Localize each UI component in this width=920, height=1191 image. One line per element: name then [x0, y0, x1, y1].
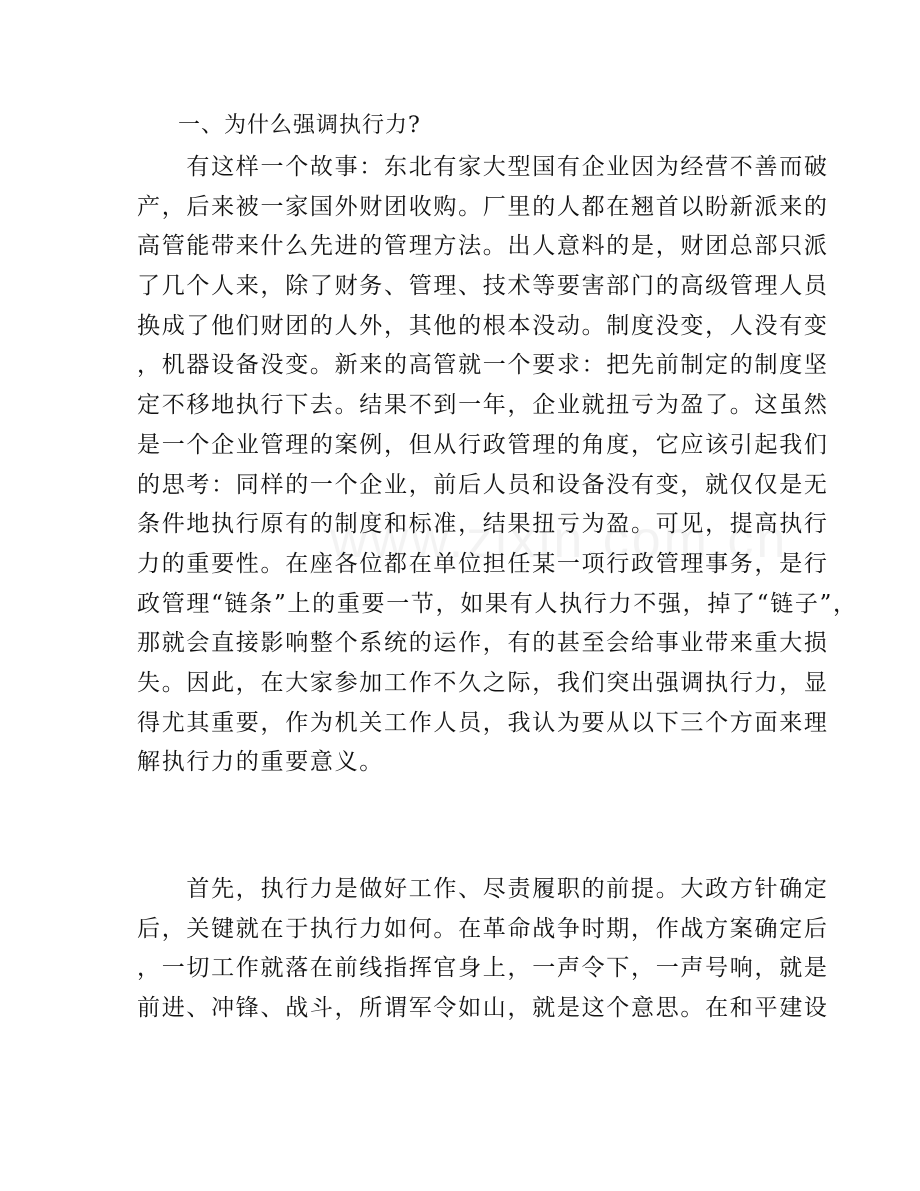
- text-line: 得尤其重要，作为机关工作人员，我认为要从以下三个方面来理: [137, 709, 829, 736]
- text-line: 条件地执行原有的制度和标准，结果扭亏为盈。可见，提高执行: [137, 511, 829, 538]
- text-line: 了几个人来，除了财务、管理、技术等要害部门的高级管理人员: [137, 273, 829, 300]
- text-line: 那就会直接影响整个系统的运作，有的甚至会给事业带来重大损: [137, 630, 829, 657]
- text-line: 力的重要性。在座各位都在单位担任某一项行政管理事务，是行: [137, 550, 829, 577]
- text-line: 解执行力的重要意义。: [137, 749, 384, 776]
- text-line: 后，关键就在于执行力如何。在革命战争时期，作战方案确定后: [137, 915, 829, 942]
- text-line: 的思考：同样的一个企业，前后人员和设备没有变，就仅仅是无: [137, 471, 829, 498]
- paragraph-2: [137, 870, 829, 1029]
- section-heading: 一、为什么强调执行力?: [178, 113, 421, 138]
- text-line: 有这样一个故事：东北有家大型国有企业因为经营不善而破: [137, 154, 829, 180]
- text-line: 政管理“链条”上的重要一节，如果有人执行力不强，掉了“链子”，: [137, 590, 858, 617]
- text-line: 是一个企业管理的案例，但从行政管理的角度，它应该引起我们: [137, 431, 829, 458]
- text-line: 首先，执行力是做好工作、尽责履职的前提。大政方针确定: [137, 876, 829, 902]
- text-line: 高管能带来什么先进的管理方法。出人意料的是，财团总部只派: [137, 233, 829, 260]
- text-line: 产，后来被一家国外财团收购。厂里的人都在翘首以盼新派来的: [137, 193, 829, 220]
- paragraph-1: [137, 148, 858, 783]
- text-line: 换成了他们财团的人外，其他的根本没动。制度没变，人没有变: [137, 312, 829, 339]
- text-line: ，机器设备没变。新来的高管就一个要求：把先前制定的制度坚: [137, 352, 829, 379]
- watermark: [330, 510, 788, 570]
- text-line: ，一切工作就落在前线指挥官身上，一声令下，一声号响，就是: [137, 955, 829, 982]
- text-line: 前进、冲锋、战斗，所谓军令如山，就是这个意思。在和平建设: [137, 995, 829, 1022]
- text-line: 失。因此，在大家参加工作不久之际，我们突出强调执行力，显: [137, 669, 829, 696]
- text-line: 定不移地执行下去。结果不到一年，企业就扭亏为盈了。这虽然: [137, 392, 829, 419]
